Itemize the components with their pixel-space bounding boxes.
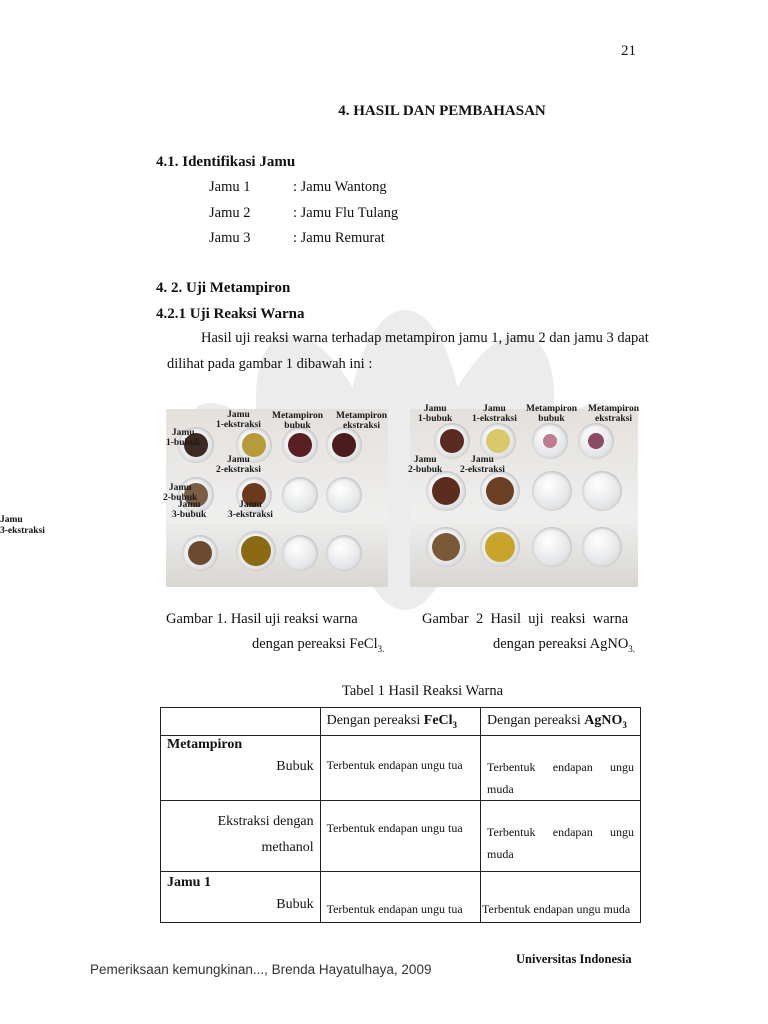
ident-label: Jamu 1 [209, 179, 251, 195]
fig2-label-metampiron-bubuk: Metampiron bubuk [526, 404, 578, 424]
fig2-label-jamu1-bubuk: Jamu 1-bubuk [418, 404, 453, 424]
section-heading-uji-metampiron: 4. 2. Uji Metampiron [156, 280, 291, 296]
header-text: Dengan pereaksi [487, 713, 585, 729]
footer-university: Universitas Indonesia [516, 952, 632, 966]
figure-2-caption-text: dengan pereaksi AgNO [493, 636, 629, 652]
table-cell: Terbentuk endapan ungu muda [481, 736, 641, 801]
table-header-empty [161, 708, 321, 736]
figure-1-caption-text: dengan pereaksi FeCl [252, 636, 378, 652]
ident-value: : Jamu Remurat [293, 230, 385, 246]
table-row [161, 736, 641, 801]
header-subscript: 3 [622, 719, 627, 730]
figure-2-photo [410, 409, 638, 587]
paragraph-line-1: Hasil uji reaksi warna terhadap metampiron jamu 1, jamu 2 dan jamu 3 dapat [201, 330, 649, 346]
fig1-label-metampiron-bubuk: Metampiron bubuk [272, 411, 324, 431]
group-label-jamu1: Jamu 1 [167, 875, 211, 890]
header-bold: FeCl [423, 713, 453, 729]
header-text: Dengan pereaksi [326, 713, 424, 729]
footer-citation: Pemeriksaan kemungkinan..., Brenda Hayatulhaya, 2009 [90, 962, 432, 977]
ident-label: Jamu 2 [209, 205, 251, 221]
results-table [160, 707, 641, 923]
table-cell: Terbentuk endapan ungu tua [320, 872, 480, 923]
row-label-ekstraksi-line-1: Ekstraksi dengan [217, 814, 314, 829]
ident-row-jamu2 [209, 205, 398, 222]
fig1-label-jamu2-bubuk: Jamu 2-bubuk [163, 483, 198, 503]
row-label-ekstraksi-line-2: methanol [261, 840, 314, 855]
table-row-label [161, 872, 321, 923]
table-row [161, 872, 641, 923]
margin-label-jamu3-ekstraksi: Jamu 3-ekstraksi [0, 515, 45, 536]
figure-2-caption-line-2 [493, 636, 635, 654]
fig2-label-jamu1-ekstraksi: Jamu 1-ekstraksi [472, 404, 517, 424]
table-header-row [161, 708, 641, 736]
group-label-metampiron: Metampiron [167, 737, 243, 752]
subsection-heading-reaksi-warna: 4.2.1 Uji Reaksi Warna [156, 306, 305, 322]
fig2-label-metampiron-ekstraksi: Metampiron ekstraksi [588, 404, 640, 424]
table-row-label [161, 801, 321, 872]
fig2-label-jamu2-bubuk: Jamu 2-bubuk [408, 455, 443, 475]
fig1-label-jamu3-bubuk: Jamu 3-bubuk [172, 500, 207, 520]
fig1-label-jamu3-ekstraksi: Jamu 3-ekstraksi [228, 500, 273, 520]
ident-row-jamu3 [209, 230, 385, 247]
row-label-bubuk: Bubuk [276, 897, 314, 912]
fig2-label-jamu2-ekstraksi: Jamu 2-ekstraksi [460, 455, 505, 475]
table-title: Tabel 1 Hasil Reaksi Warna [342, 683, 504, 699]
ident-value: : Jamu Wantong [293, 179, 387, 195]
table-header-agno3 [481, 708, 641, 736]
table-cell: Terbentuk endapan ungu tua [320, 736, 480, 801]
table-header-fecl3 [320, 708, 480, 736]
figure-1-caption-subscript: 3. [377, 643, 385, 654]
figure-2-caption-line-1: Gambar 2 Hasil uji reaksi warna [422, 611, 629, 627]
table-row [161, 801, 641, 872]
table-cell: Terbentuk endapan ungu tua [320, 801, 480, 872]
paragraph-line-2: dilihat pada gambar 1 dibawah ini : [167, 356, 373, 372]
section-heading-identifikasi: 4.1. Identifikasi Jamu [156, 154, 296, 170]
figure-1-caption-line-1: Gambar 1. Hasil uji reaksi warna [166, 611, 358, 627]
fig1-label-metampiron-ekstraksi: Metampiron ekstraksi [336, 411, 388, 431]
chapter-title: 4. HASIL DAN PEMBAHASAN [338, 103, 546, 119]
table-row-label [161, 736, 321, 801]
page-number: 21 [621, 43, 636, 59]
fig1-label-jamu1-ekstraksi: Jamu 1-ekstraksi [216, 410, 261, 430]
ident-label: Jamu 3 [209, 230, 251, 246]
header-bold: AgNO [584, 713, 623, 729]
ident-value: : Jamu Flu Tulang [293, 205, 399, 221]
row-label-bubuk: Bubuk [276, 759, 314, 774]
table-cell: Terbentuk endapan ungu muda [481, 801, 641, 872]
figure-2-caption-subscript: 3. [628, 643, 636, 654]
figure-1-caption-line-2 [252, 636, 384, 654]
fig1-label-jamu2-ekstraksi: Jamu 2-ekstraksi [216, 455, 261, 475]
header-subscript: 3 [452, 719, 458, 730]
ident-row-jamu1 [209, 179, 387, 196]
table-cell: Terbentuk endapan ungu muda [481, 872, 641, 923]
fig1-label-jamu1-bubuk: Jamu 1-bubuk [166, 428, 201, 448]
